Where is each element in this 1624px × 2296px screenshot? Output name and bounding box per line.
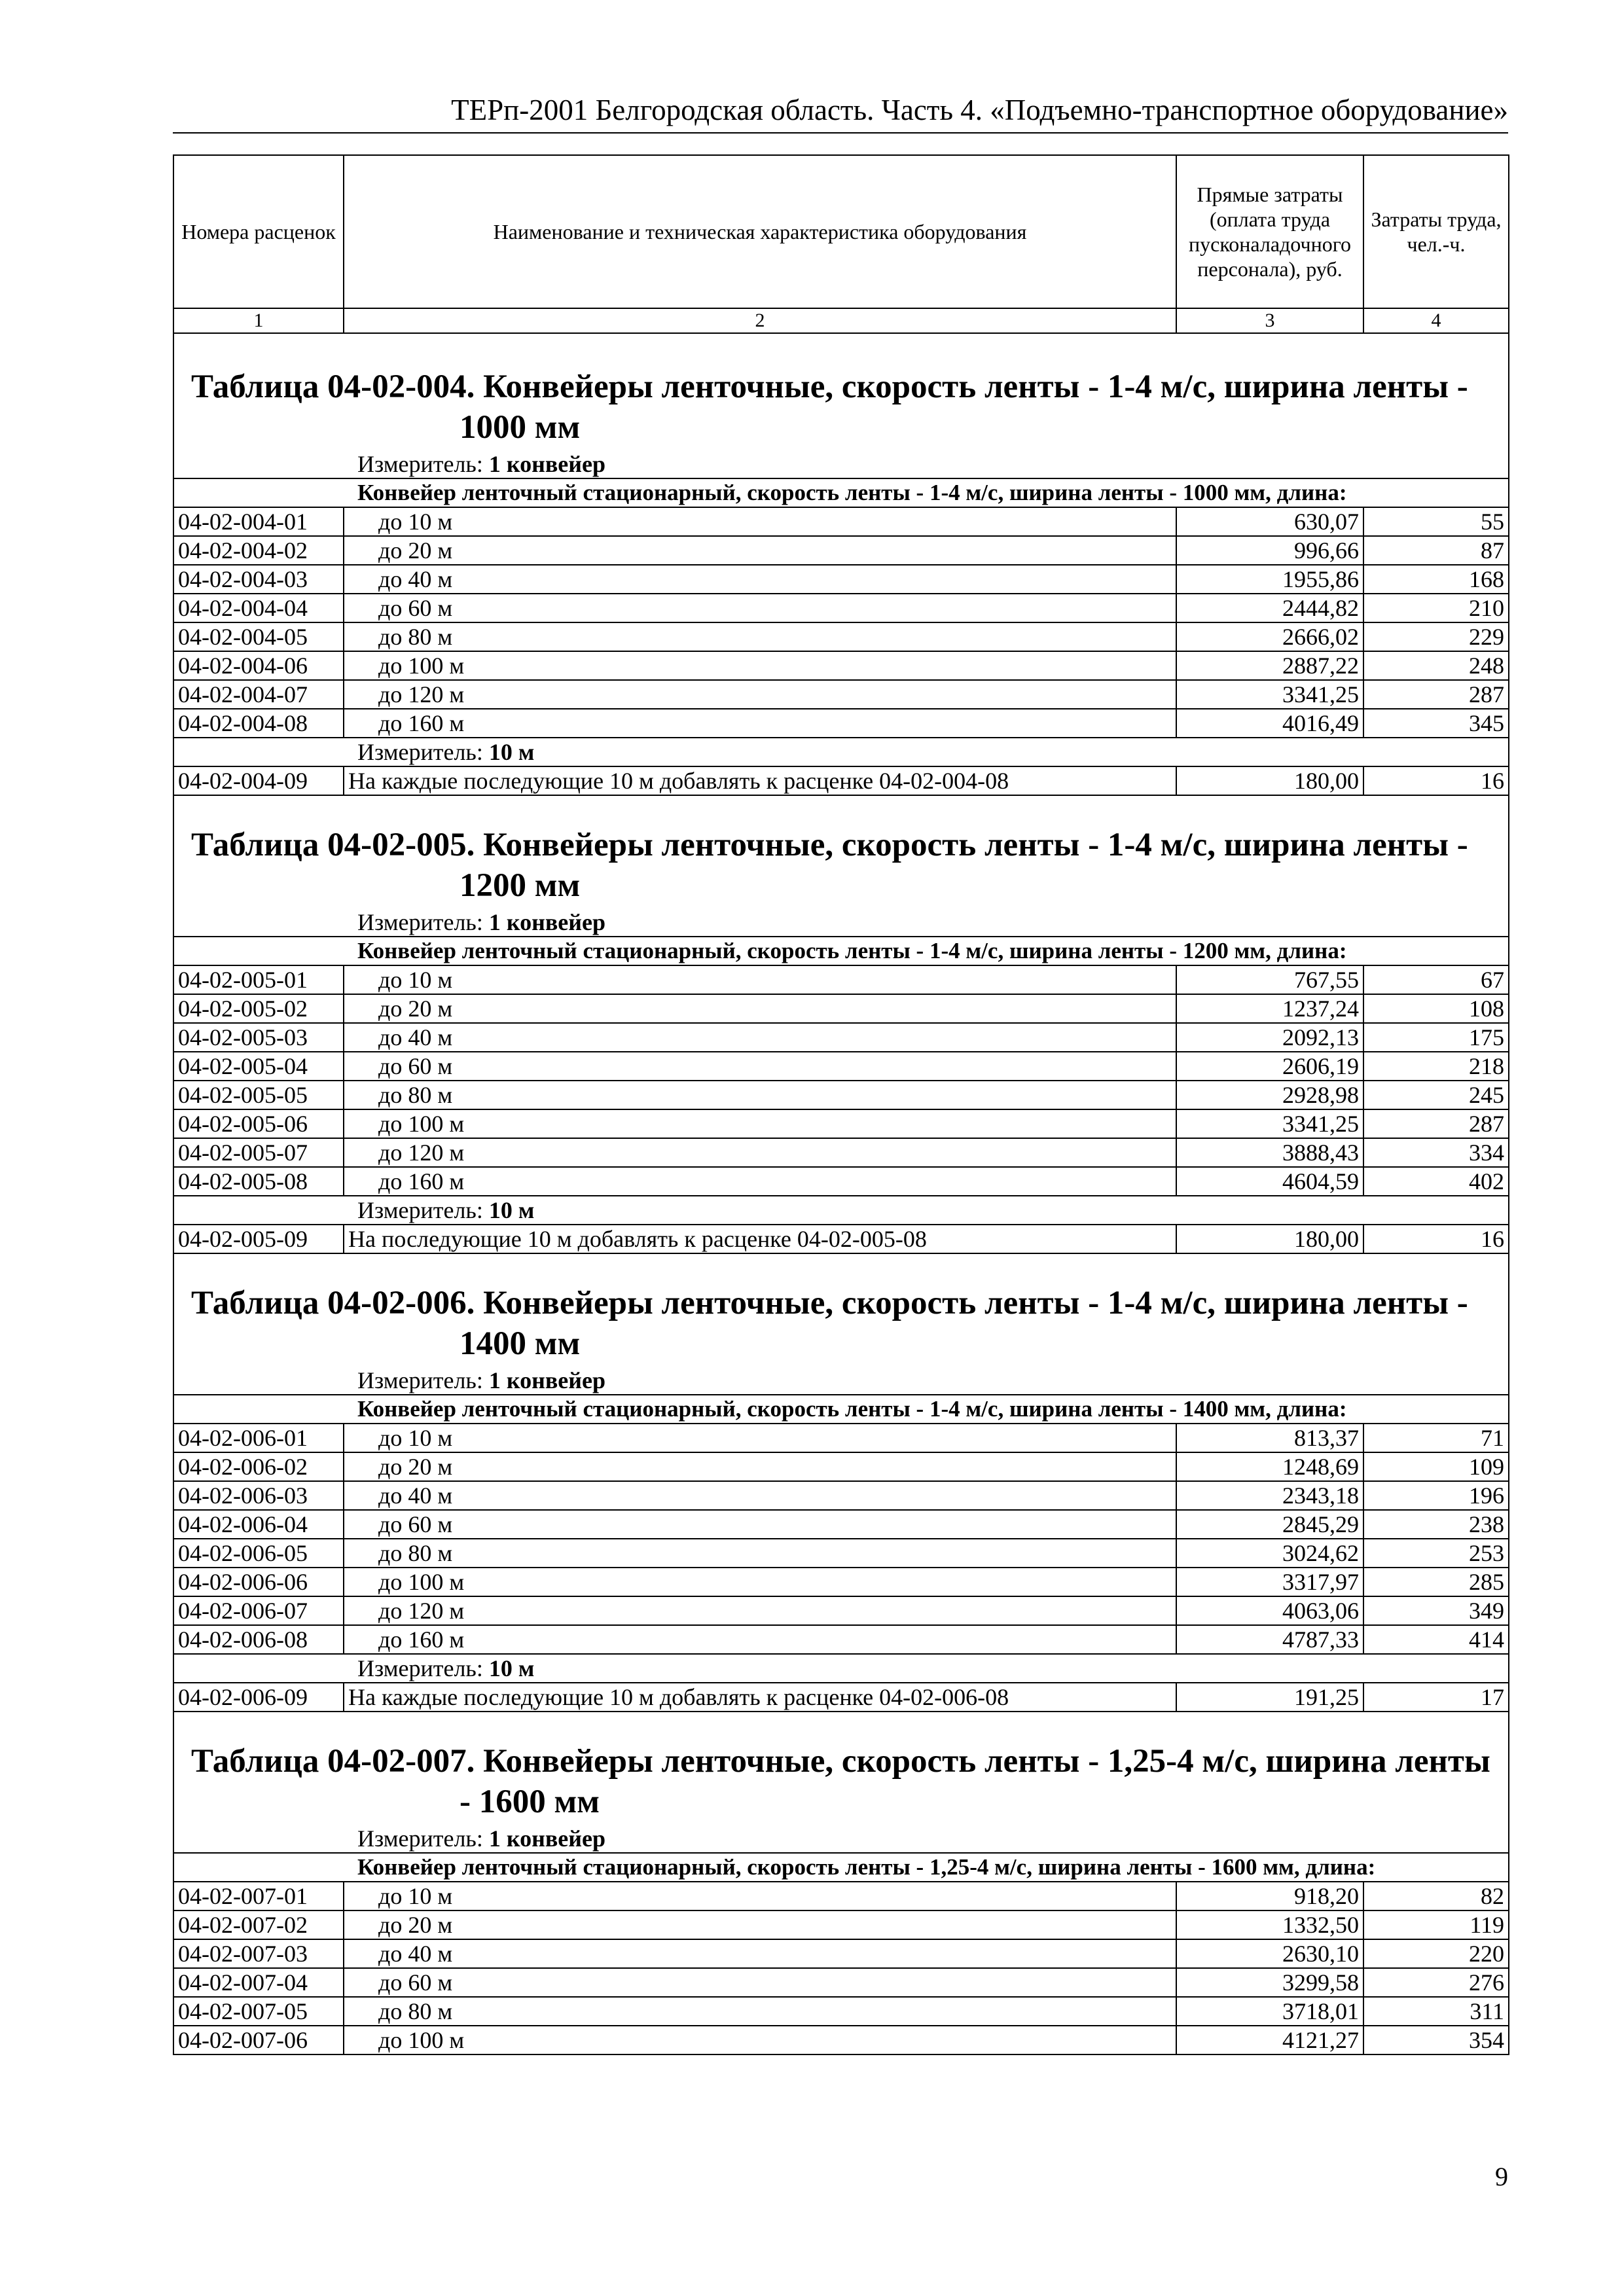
rate-name: до 60 м bbox=[344, 1968, 1176, 1997]
rate-labor: 67 bbox=[1363, 965, 1509, 994]
rate-labor: 311 bbox=[1363, 1997, 1509, 2026]
rate-labor: 108 bbox=[1363, 994, 1509, 1023]
rate-cost: 4604,59 bbox=[1176, 1167, 1363, 1196]
rate-name: до 20 м bbox=[344, 1910, 1176, 1939]
rate-cost: 996,66 bbox=[1176, 536, 1363, 565]
rate-labor: 248 bbox=[1363, 651, 1509, 680]
rate-labor: 345 bbox=[1363, 709, 1509, 738]
rate-cost: 4063,06 bbox=[1176, 1596, 1363, 1625]
rate-cost: 3888,43 bbox=[1176, 1138, 1363, 1167]
rate-labor: 55 bbox=[1363, 507, 1509, 536]
rate-code: 04-02-007-02 bbox=[173, 1910, 344, 1939]
group-row bbox=[173, 1395, 1509, 1424]
rate-labor: 82 bbox=[1363, 1882, 1509, 1910]
group-row bbox=[173, 937, 1509, 965]
rate-name: до 10 м bbox=[344, 1882, 1176, 1910]
table-row bbox=[173, 1452, 1509, 1481]
measure-row bbox=[173, 738, 1509, 766]
section-title: Таблица 04-02-005. Конвейеры ленточные, скорость ленты - 1-4 м/с, ширина ленты - 1200 мм bbox=[191, 827, 1468, 904]
group-row bbox=[173, 478, 1509, 507]
rate-name: На каждые последующие 10 м добавлять к расценке 04-02-006-08 bbox=[344, 1683, 1176, 1712]
rate-cost: 2887,22 bbox=[1176, 651, 1363, 680]
col-header-name: Наименование и техническая характеристика оборудования bbox=[344, 155, 1176, 308]
section-title-cell bbox=[173, 333, 1509, 450]
measure-value: 1 конвейер bbox=[488, 909, 606, 935]
table-row bbox=[173, 680, 1509, 709]
rate-cost: 3341,25 bbox=[1176, 680, 1363, 709]
section-title: Таблица 04-02-007. Конвейеры ленточные, скорость ленты - 1,25-4 м/с, ширина ленты - 1600 мм bbox=[191, 1743, 1490, 1820]
running-header: ТЕРп-2001 Белгородская область. Часть 4. «Подъемно-транспортное оборудование» bbox=[173, 92, 1508, 134]
measure-row bbox=[173, 450, 1509, 478]
rate-cost: 4121,27 bbox=[1176, 2026, 1363, 2054]
rate-code: 04-02-006-03 bbox=[173, 1481, 344, 1510]
rate-code: 04-02-005-06 bbox=[173, 1109, 344, 1138]
col-number: 1 bbox=[173, 308, 344, 333]
rate-cost: 918,20 bbox=[1176, 1882, 1363, 1910]
rate-code: 04-02-005-08 bbox=[173, 1167, 344, 1196]
rate-name: до 60 м bbox=[344, 594, 1176, 622]
rate-labor: 287 bbox=[1363, 680, 1509, 709]
rate-code: 04-02-007-04 bbox=[173, 1968, 344, 1997]
group-row bbox=[173, 1853, 1509, 1882]
rate-labor: 238 bbox=[1363, 1510, 1509, 1539]
measure-row bbox=[173, 1196, 1509, 1225]
measure-label: Измеритель: bbox=[357, 909, 483, 935]
table-row bbox=[173, 1225, 1509, 1253]
measure-cell bbox=[173, 1825, 1509, 1853]
rate-labor: 210 bbox=[1363, 594, 1509, 622]
table-row bbox=[173, 2026, 1509, 2054]
section-title: Таблица 04-02-004. Конвейеры ленточные, скорость ленты - 1-4 м/с, ширина ленты - 1000 мм bbox=[191, 368, 1468, 446]
section-title-row bbox=[173, 1712, 1509, 1825]
table-row bbox=[173, 536, 1509, 565]
rate-name: до 120 м bbox=[344, 680, 1176, 709]
measure-value: 10 м bbox=[488, 1655, 535, 1681]
rate-name: до 120 м bbox=[344, 1596, 1176, 1625]
rate-name: до 80 м bbox=[344, 622, 1176, 651]
measure-label: Измеритель: bbox=[357, 1825, 483, 1852]
measure-cell bbox=[173, 450, 1509, 478]
rate-cost: 3718,01 bbox=[1176, 1997, 1363, 2026]
rate-cost: 2928,98 bbox=[1176, 1081, 1363, 1109]
rate-cost: 2630,10 bbox=[1176, 1939, 1363, 1968]
group-title: Конвейер ленточный стационарный, скорость ленты - 1,25-4 м/с, ширина ленты - 1600 мм, длина: bbox=[173, 1853, 1509, 1882]
rate-code: 04-02-004-02 bbox=[173, 536, 344, 565]
rate-name: до 80 м bbox=[344, 1081, 1176, 1109]
rate-cost: 4016,49 bbox=[1176, 709, 1363, 738]
section-title: Таблица 04-02-006. Конвейеры ленточные, скорость ленты - 1-4 м/с, ширина ленты - 1400 мм bbox=[191, 1285, 1468, 1362]
rate-cost: 3024,62 bbox=[1176, 1539, 1363, 1568]
rate-cost: 1955,86 bbox=[1176, 565, 1363, 594]
rates-table bbox=[173, 154, 1509, 2055]
rate-cost: 1237,24 bbox=[1176, 994, 1363, 1023]
group-title: Конвейер ленточный стационарный, скорость ленты - 1-4 м/с, ширина ленты - 1000 мм, длина: bbox=[173, 478, 1509, 507]
rate-code: 04-02-006-07 bbox=[173, 1596, 344, 1625]
table-row bbox=[173, 1081, 1509, 1109]
rate-labor: 218 bbox=[1363, 1052, 1509, 1081]
rate-labor: 229 bbox=[1363, 622, 1509, 651]
col-header-cost: Прямые затраты (оплата труда пусконаладочного персонала), руб. bbox=[1176, 155, 1363, 308]
table-row bbox=[173, 709, 1509, 738]
rate-code: 04-02-007-06 bbox=[173, 2026, 344, 2054]
rate-cost: 2444,82 bbox=[1176, 594, 1363, 622]
rate-name: до 160 м bbox=[344, 709, 1176, 738]
rate-cost: 2845,29 bbox=[1176, 1510, 1363, 1539]
group-title: Конвейер ленточный стационарный, скорость ленты - 1-4 м/с, ширина ленты - 1400 мм, длина: bbox=[173, 1395, 1509, 1424]
rate-name: до 160 м bbox=[344, 1625, 1176, 1654]
rate-name: до 40 м bbox=[344, 1939, 1176, 1968]
rate-cost: 4787,33 bbox=[1176, 1625, 1363, 1654]
rate-code: 04-02-007-03 bbox=[173, 1939, 344, 1968]
table-row bbox=[173, 1683, 1509, 1712]
rate-name: до 40 м bbox=[344, 1023, 1176, 1052]
rate-name: до 40 м bbox=[344, 1481, 1176, 1510]
rate-labor: 109 bbox=[1363, 1452, 1509, 1481]
rate-code: 04-02-006-06 bbox=[173, 1568, 344, 1596]
rate-name: до 100 м bbox=[344, 1109, 1176, 1138]
rate-name: до 20 м bbox=[344, 994, 1176, 1023]
rate-cost: 3317,97 bbox=[1176, 1568, 1363, 1596]
rate-code: 04-02-004-06 bbox=[173, 651, 344, 680]
rate-cost: 1248,69 bbox=[1176, 1452, 1363, 1481]
rate-labor: 354 bbox=[1363, 2026, 1509, 2054]
rate-name: до 20 м bbox=[344, 536, 1176, 565]
table-row bbox=[173, 1939, 1509, 1968]
rate-cost: 191,25 bbox=[1176, 1683, 1363, 1712]
rate-labor: 253 bbox=[1363, 1539, 1509, 1568]
rate-code: 04-02-005-07 bbox=[173, 1138, 344, 1167]
col-number: 3 bbox=[1176, 308, 1363, 333]
rate-code: 04-02-004-07 bbox=[173, 680, 344, 709]
measure-value: 10 м bbox=[488, 1197, 535, 1223]
section-title-cell bbox=[173, 795, 1509, 908]
table-row bbox=[173, 1568, 1509, 1596]
table-row bbox=[173, 1167, 1509, 1196]
measure-cell bbox=[173, 1654, 1509, 1683]
table-row bbox=[173, 994, 1509, 1023]
rate-cost: 2092,13 bbox=[1176, 1023, 1363, 1052]
table-row bbox=[173, 1052, 1509, 1081]
rate-name: до 10 м bbox=[344, 965, 1176, 994]
rate-code: 04-02-005-04 bbox=[173, 1052, 344, 1081]
rate-cost: 3299,58 bbox=[1176, 1968, 1363, 1997]
rate-name: до 20 м bbox=[344, 1452, 1176, 1481]
rate-labor: 168 bbox=[1363, 565, 1509, 594]
rate-name: до 10 м bbox=[344, 507, 1176, 536]
rate-labor: 119 bbox=[1363, 1910, 1509, 1939]
rate-code: 04-02-005-01 bbox=[173, 965, 344, 994]
measure-label: Измеритель: bbox=[357, 1655, 483, 1681]
rate-cost: 3341,25 bbox=[1176, 1109, 1363, 1138]
measure-row bbox=[173, 1654, 1509, 1683]
table-row bbox=[173, 651, 1509, 680]
rate-cost: 630,07 bbox=[1176, 507, 1363, 536]
table-row bbox=[173, 1510, 1509, 1539]
measure-label: Измеритель: bbox=[357, 739, 483, 765]
table-row bbox=[173, 1109, 1509, 1138]
rate-name: до 80 м bbox=[344, 1997, 1176, 2026]
rate-labor: 71 bbox=[1363, 1424, 1509, 1452]
rate-cost: 2666,02 bbox=[1176, 622, 1363, 651]
measure-row bbox=[173, 1367, 1509, 1395]
rate-code: 04-02-004-04 bbox=[173, 594, 344, 622]
table-row bbox=[173, 1596, 1509, 1625]
measure-cell bbox=[173, 1196, 1509, 1225]
col-number: 2 bbox=[344, 308, 1176, 333]
col-header-codes: Номера расценок bbox=[173, 155, 344, 308]
rate-labor: 220 bbox=[1363, 1939, 1509, 1968]
measure-cell bbox=[173, 1367, 1509, 1395]
rate-name: до 160 м bbox=[344, 1167, 1176, 1196]
rate-code: 04-02-006-04 bbox=[173, 1510, 344, 1539]
table-row bbox=[173, 1882, 1509, 1910]
measure-label: Измеритель: bbox=[357, 1197, 483, 1223]
rate-code: 04-02-006-08 bbox=[173, 1625, 344, 1654]
rate-code: 04-02-004-09 bbox=[173, 766, 344, 795]
table-row bbox=[173, 507, 1509, 536]
table-row bbox=[173, 594, 1509, 622]
rate-cost: 2606,19 bbox=[1176, 1052, 1363, 1081]
table-row bbox=[173, 565, 1509, 594]
rate-labor: 245 bbox=[1363, 1081, 1509, 1109]
table-row bbox=[173, 766, 1509, 795]
table-row bbox=[173, 1138, 1509, 1167]
table-row bbox=[173, 1539, 1509, 1568]
rate-labor: 175 bbox=[1363, 1023, 1509, 1052]
measure-cell bbox=[173, 908, 1509, 937]
rate-code: 04-02-007-05 bbox=[173, 1997, 344, 2026]
section-title-row bbox=[173, 1253, 1509, 1367]
table-row bbox=[173, 1424, 1509, 1452]
rate-name: до 40 м bbox=[344, 565, 1176, 594]
rate-name: На каждые последующие 10 м добавлять к расценке 04-02-004-08 bbox=[344, 766, 1176, 795]
rate-code: 04-02-005-02 bbox=[173, 994, 344, 1023]
rate-cost: 813,37 bbox=[1176, 1424, 1363, 1452]
measure-value: 1 конвейер bbox=[488, 1367, 606, 1393]
rate-cost: 180,00 bbox=[1176, 1225, 1363, 1253]
rate-cost: 767,55 bbox=[1176, 965, 1363, 994]
rate-labor: 334 bbox=[1363, 1138, 1509, 1167]
table-row bbox=[173, 1481, 1509, 1510]
rate-name: до 60 м bbox=[344, 1052, 1176, 1081]
rate-labor: 414 bbox=[1363, 1625, 1509, 1654]
rate-code: 04-02-004-05 bbox=[173, 622, 344, 651]
rate-code: 04-02-006-02 bbox=[173, 1452, 344, 1481]
rate-code: 04-02-006-05 bbox=[173, 1539, 344, 1568]
rate-labor: 16 bbox=[1363, 1225, 1509, 1253]
rate-labor: 276 bbox=[1363, 1968, 1509, 1997]
measure-value: 1 конвейер bbox=[488, 1825, 606, 1852]
rate-code: 04-02-006-01 bbox=[173, 1424, 344, 1452]
rate-labor: 196 bbox=[1363, 1481, 1509, 1510]
rate-labor: 285 bbox=[1363, 1568, 1509, 1596]
rate-code: 04-02-006-09 bbox=[173, 1683, 344, 1712]
table-row bbox=[173, 622, 1509, 651]
rate-code: 04-02-007-01 bbox=[173, 1882, 344, 1910]
measure-value: 10 м bbox=[488, 739, 535, 765]
measure-cell bbox=[173, 738, 1509, 766]
group-title: Конвейер ленточный стационарный, скорость ленты - 1-4 м/с, ширина ленты - 1200 мм, длина: bbox=[173, 937, 1509, 965]
rate-code: 04-02-004-03 bbox=[173, 565, 344, 594]
table-row bbox=[173, 1968, 1509, 1997]
rate-code: 04-02-004-01 bbox=[173, 507, 344, 536]
table-row bbox=[173, 1625, 1509, 1654]
rate-name: до 100 м bbox=[344, 1568, 1176, 1596]
rate-code: 04-02-005-09 bbox=[173, 1225, 344, 1253]
section-title-row bbox=[173, 795, 1509, 908]
table-row bbox=[173, 1997, 1509, 2026]
rate-name: до 120 м bbox=[344, 1138, 1176, 1167]
rate-name: до 100 м bbox=[344, 651, 1176, 680]
rate-name: до 80 м bbox=[344, 1539, 1176, 1568]
rate-name: На последующие 10 м добавлять к расценке 04-02-005-08 bbox=[344, 1225, 1176, 1253]
rate-labor: 87 bbox=[1363, 536, 1509, 565]
col-header-labor: Затраты труда, чел.-ч. bbox=[1363, 155, 1509, 308]
measure-value: 1 конвейер bbox=[488, 451, 606, 477]
rate-name: до 60 м bbox=[344, 1510, 1176, 1539]
measure-label: Измеритель: bbox=[357, 1367, 483, 1393]
rate-labor: 349 bbox=[1363, 1596, 1509, 1625]
section-title-cell bbox=[173, 1253, 1509, 1367]
measure-row bbox=[173, 908, 1509, 937]
rate-labor: 402 bbox=[1363, 1167, 1509, 1196]
rate-labor: 16 bbox=[1363, 766, 1509, 795]
table-row bbox=[173, 965, 1509, 994]
rate-name: до 100 м bbox=[344, 2026, 1176, 2054]
page-number: 9 bbox=[1495, 2162, 1508, 2191]
measure-row bbox=[173, 1825, 1509, 1853]
table-row bbox=[173, 1910, 1509, 1939]
col-number: 4 bbox=[1363, 308, 1509, 333]
rate-code: 04-02-004-08 bbox=[173, 709, 344, 738]
rate-cost: 180,00 bbox=[1176, 766, 1363, 795]
section-title-row bbox=[173, 333, 1509, 450]
rate-code: 04-02-005-03 bbox=[173, 1023, 344, 1052]
rate-labor: 17 bbox=[1363, 1683, 1509, 1712]
rate-labor: 287 bbox=[1363, 1109, 1509, 1138]
rate-name: до 10 м bbox=[344, 1424, 1176, 1452]
rate-code: 04-02-005-05 bbox=[173, 1081, 344, 1109]
table-row bbox=[173, 1023, 1509, 1052]
rate-cost: 1332,50 bbox=[1176, 1910, 1363, 1939]
rate-cost: 2343,18 bbox=[1176, 1481, 1363, 1510]
measure-label: Измеритель: bbox=[357, 451, 483, 477]
section-title-cell bbox=[173, 1712, 1509, 1825]
